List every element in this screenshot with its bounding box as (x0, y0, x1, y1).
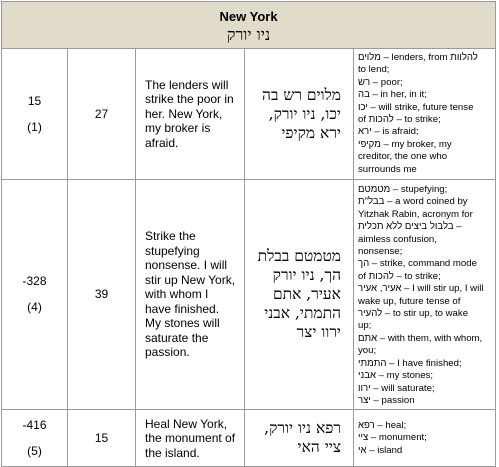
gloss-line: הך – strike, command mode (358, 258, 477, 270)
hebrew-text (245, 410, 354, 467)
english-translation: Strike the stupefying nonsense. I will stir up New York, with whom I have finished. My stones will saturate the passion. (136, 180, 245, 410)
hebrew-text (245, 49, 354, 180)
gloss-line: Yitzhak Rabin, acronym for (358, 208, 473, 220)
table-row (2, 410, 496, 467)
gloss-line: בלבול ביצים ללא תכלית – (358, 221, 462, 233)
gloss-line: surrounds me (358, 163, 417, 175)
gloss-line: התמתי – I have finished; (358, 357, 462, 369)
english-translation: The lenders will strike the poor in her. New York, my broker is afraid. (136, 49, 245, 180)
hebrew-line: מטמטם בבלת (257, 247, 341, 266)
value-cell (2, 410, 68, 467)
gloss-line: ירוו – will saturate; (358, 382, 435, 394)
gloss-line: of להכות – to strike; (358, 114, 441, 125)
gloss-line: אתם – with them, with whom, (358, 332, 483, 344)
gloss-line: to lend; (358, 64, 390, 76)
value-cell (2, 49, 68, 180)
glossary-cell (354, 180, 496, 410)
table-header (2, 2, 496, 49)
number-cell: 15 (68, 410, 136, 467)
english-translation: Heal New York, the monument of the island. (136, 410, 245, 467)
value-text: -328 (22, 274, 47, 289)
gloss-line: creditor, the one who (358, 151, 448, 163)
gloss-line: aimless confusion, (358, 233, 437, 245)
gloss-line: מקיפי – my broker, my (358, 138, 452, 150)
gloss-line: בבל"ת – a word coined by (358, 196, 468, 208)
gloss-line: אי – island (358, 444, 403, 456)
gloss-line: up; (358, 320, 372, 332)
count-text: (5) (27, 443, 42, 458)
hebrew-line: ירוו יצר (296, 323, 341, 342)
gloss-line: אעיר, אעיר – I will stir up, I will (358, 283, 484, 295)
gloss-line: ציי – monument; (358, 432, 427, 444)
gloss-line: nonsense; (358, 246, 403, 258)
value-cell (2, 180, 68, 410)
header-title-english: New York (219, 8, 278, 24)
glossary-cell (354, 49, 496, 180)
hebrew-line: רפא ניו יורק, (264, 419, 341, 438)
gloss-line: רש – poor; (358, 76, 403, 88)
number-cell: 39 (68, 180, 136, 410)
count-text: (4) (27, 300, 42, 315)
gloss-line: you; (358, 345, 377, 357)
table-header-row (2, 2, 496, 49)
gloss-line: יצר – passion (358, 394, 415, 406)
header-title-hebrew: ניו יורק (226, 24, 271, 44)
count-text: (1) (27, 119, 42, 134)
hebrew-line: התמתי, אבני (264, 304, 341, 323)
hebrew-text (245, 180, 354, 410)
gloss-line: רפא – heal; (358, 419, 407, 431)
translation-table (1, 1, 496, 467)
table-row (2, 180, 496, 410)
hebrew-line: ציי האי (297, 438, 341, 457)
gloss-line: בה – in her, in it; (358, 89, 427, 101)
hebrew-line: אעיר, אתם (272, 285, 341, 304)
gloss-line: להעיר – to stir up, to wake (358, 308, 469, 320)
gloss-line: of להכות – to strike; (358, 270, 441, 282)
table-row (2, 49, 496, 180)
gloss-line: מטמטם – stupefying; (358, 184, 448, 195)
hebrew-line: יכו, ניו יורק, (268, 104, 341, 123)
number-cell: 27 (68, 49, 136, 180)
gloss-line: אבני – my stones; (358, 370, 434, 382)
value-text: 15 (27, 93, 42, 108)
gloss-line: wake up, future tense of (358, 295, 461, 307)
gloss-line: ירא – is afraid; (358, 126, 419, 138)
hebrew-line: מלוים רש בה (262, 85, 341, 104)
gloss-line: מלוים – lenders, from להלוות (358, 51, 478, 63)
value-text: -416 (22, 417, 47, 432)
hebrew-line: הך, ניו יורק (272, 266, 341, 285)
glossary-cell (354, 410, 496, 467)
gloss-line: יכו – will strike, future tense (358, 101, 474, 113)
hebrew-line: ירא מקיפי (281, 123, 341, 142)
